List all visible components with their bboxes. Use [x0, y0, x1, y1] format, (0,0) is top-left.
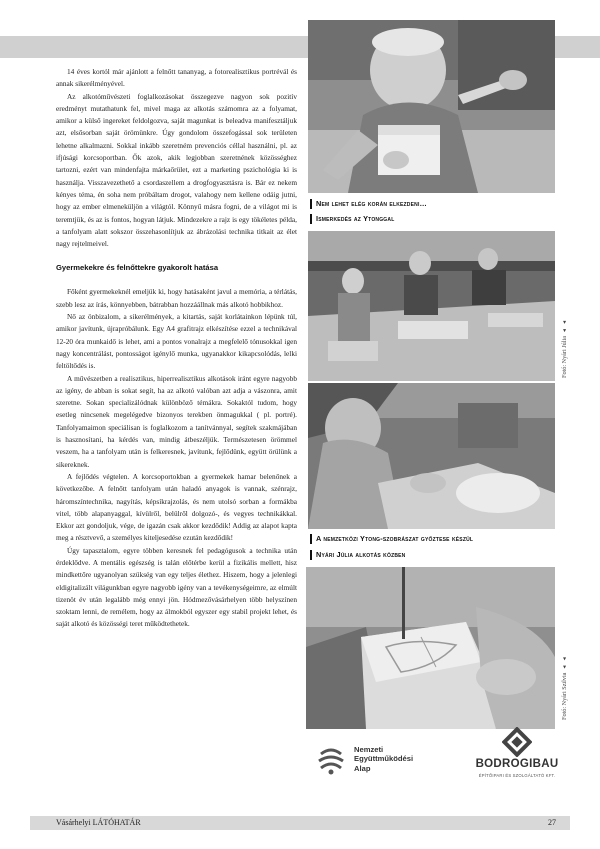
photo-credit [561, 655, 568, 720]
photo-caption: A nemzetközi Ytong-szobrászat győztese készül [310, 534, 473, 544]
nea-logo-icon [316, 744, 346, 776]
photo-caption: Nyári Júlia alkotás közben [310, 550, 406, 560]
nea-logo-line: Együttműködési [354, 754, 414, 764]
photo-carving-block [306, 567, 555, 729]
bodrogibau-subtitle: ÉPÍTŐIPARI ÉS SZOLGÁLTATÓ KFT. [478, 773, 556, 778]
paragraph: Nő az önbizalom, a sikerélmények, a kitartás, saját korlátainkon lépünk túl, amikor javítunk, újrapróbálunk. Egy A4 grafitrajz elkészítése ezzel a technikával 12-20 óra munkaidő is lehet, ami a pontos vonalrajz a megfelelő tónusokkal igen nagy koncentrálást, pontosságot igénylő munka, ugyanakkor kikapcsolódás, lelki feltöltődés is. [56, 312, 297, 371]
paragraph: Főként gyermekeknél emeljük ki, hogy hatásaként javul a memória, a térlátás, szebb lesz az írás, könnyebben, bátrabban hozzáállnak más alkotó hobbikhoz. [56, 287, 297, 309]
paragraph: Úgy tapasztalom, egyre többen keresnek fel pedagógusok a technika után érdeklődve. A mentális egészség is talán előtérbe kerül a fizikális mellett, hisz mindkettőre ugyanolyan szükség van egy teljes élethez. Hiszem, hogy a jelenlegi eldigitalizált világunkban egyre nagyobb igény van a tevékenységeimre, az elmúlt tizenöt év után legalább még ennyi jön. Hódmezővásárhelyen több helyszínen szoktam lenni, de remélem, hogy az álmokból egyszer egy stabil projekt lehet, és saját alkotó és közösségi teret működtethetek. [56, 545, 297, 629]
paragraph: A fejlődés végtelen. A korcsoportokban a gyermekek hamar belenőnek a következőbe. A felnőtt tanfolyam után haladó anyagok is vannak, szénrajz, háromszíntechnika, nagyítás, képsíkrajzolás, és nem utolsó sorban a formákba vitel, több alapanyaggal, kívülről, belülről dolgozó-, és vegyes technikákkal. Ekkor azt gondoljuk, vége, de igazán csak akkor kezdődik! Addig az alapot kapta meg a résztvevő, a személyes kiteljesedése ezután kezdődik! [56, 471, 297, 543]
publication-name: Vásárhelyi LÁTÓHATÁR [56, 818, 141, 827]
photo-credit [561, 319, 568, 378]
photo-caption: Ismerkedés az Ytonggal [310, 214, 394, 224]
section-heading: Gyermekekre és felnőttekre gyakorolt hatása [56, 263, 219, 273]
arrow-icon: ◄ ◄ [563, 318, 568, 334]
paragraph: Az alkotóművészeti foglalkozásokat összegezve nagyon sok pozitív eredményt mutathatunk fel, mivel maga az alkotás számomra az a folyamat, amikor a külső ingereket feldolgozva, saját magunkat is beleadva manifesztáljuk azt, elsősorban saját örömünkre. Úgy gondolom összefogással sok területen lehetne alkalmazni. Sokkal inkább szeretném prevenciós céllal használni, pl. az ifjúsági korcsoportban. Ők azok, akik legjobban szeretnének közösséghez tartozni, ezért van mindenfajta márkaőrület, ezt a marketing pszichológia ki is használja. Visszavezethető a csordaszellem a drogfogyasztásra is. Bár ez nekem kényes téma, én soha nem próbáltam drogot, valahogy nem kellene odáig jutni, hogy az ember elmeneküljön a világtól. Könnyű másra fogni, de a világot mi is teremtjük, és az is fontos, hogyan látjuk. Mindezekre a rajz is egy tökéletes példa, a tanfolyam alatt sokszor összehasonlítjuk az ábrázolási technika titkait az élet nagy rejtelmeivel. [56, 91, 297, 249]
credit-text: Fotó: Nyári Szilvia [561, 672, 568, 720]
bodrogibau-logo [474, 727, 560, 783]
photo-children-workshop [308, 231, 555, 381]
arrow-icon: ◄ ◄ [563, 655, 568, 670]
paragraph: 14 éves kortól már ajánlott a felnőtt tananyag, a fotorealisztikus portrévál és annak sikerélményével. [56, 67, 297, 89]
credit-text: Fotó: Nyári Júlia [561, 336, 568, 378]
nea-logo [316, 742, 446, 786]
page-footer [30, 816, 570, 830]
bodrogibau-logo-icon [502, 727, 532, 757]
bodrogibau-name: BODROGIBAU [475, 758, 559, 770]
page-number: 27 [548, 818, 556, 827]
photo-girl-sculpting [308, 383, 555, 529]
photo-child-with-ytong [308, 20, 555, 193]
nea-logo-line: Alap [354, 763, 371, 773]
article-text-column [56, 66, 297, 631]
photo-caption: Nem lehet elég korán elkezdeni… [310, 199, 427, 209]
paragraph: A művészetben a realisztikus, hiperrealisztikus alkotások iránt egyre nagyobb az igény, de abban is sokat segít, ha az alkotó valóban azt adja a vászonra, amit szeretne. Sokan specializálódnak különböző témákra. Sokaktól tudom, hogy esetleg nincsenek megelégedve bizonyos terekben önmagukkal ( pl. portré). Tanfolyamaimon speciálisan is foglalkozom a tanítvánnyal, segítek szakmájában is hasznosítani, ha kérdés van, mindig átbeszéljük. Természetesen örömmel veszem, ha a tanfolyam után is felkeresnek, javítunk, fejlődünk, együtt örülünk a sikereknek. [56, 373, 297, 469]
nea-logo-line: Nemzeti [354, 745, 384, 754]
